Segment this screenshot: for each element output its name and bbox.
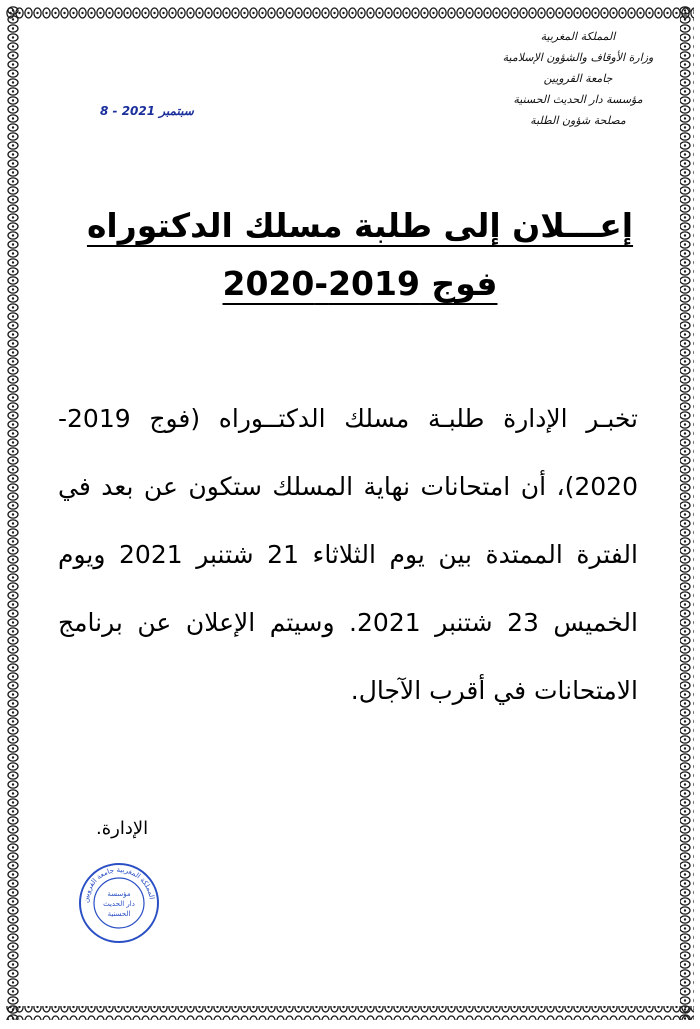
- title-line-1: إعـــلان إلى طلبة مسلك الدكتوراه: [86, 206, 634, 245]
- institution-header: [488, 26, 668, 131]
- announcement-body: [58, 385, 638, 725]
- official-stamp: [78, 862, 160, 944]
- header-line-university: جامعة القرويين: [543, 72, 613, 85]
- stamp-center-line-1: مؤسسة: [107, 890, 131, 898]
- header-line-kingdom: المملكة المغربية: [540, 30, 616, 43]
- announcement-title: [60, 206, 660, 245]
- stamp-ring-text: المملكة المغربية جامعة القرويين: [81, 865, 156, 904]
- stamp-center-line-3: الحسنية: [107, 910, 131, 918]
- body-paragraph: تخبـر الإدارة طلبـة مسلك الدكتــوراه (فوج 2019-2020)، أن امتحانات نهاية المسلك ستكون عن بعد في الفترة الممتدة بين يوم الثلاثاء 21 شتنبر 2021 ويوم الخميس 23 شتنبر 2021. وسيتم الإعلان عن برنامج الامتحانات في أقرب الآجال.: [58, 404, 638, 705]
- title-line-2: فوج 2019-2020: [222, 264, 498, 303]
- header-line-department: مصلحة شؤون الطلبة: [530, 114, 626, 127]
- header-line-institution: مؤسسة دار الحديث الحسنية: [513, 93, 643, 106]
- header-line-ministry: وزارة الأوقاف والشؤون الإسلامية: [502, 51, 654, 64]
- announcement-subtitle: [60, 264, 660, 303]
- date-stamp: 8 - سبتمبر 2021: [100, 104, 194, 118]
- stamp-center-line-2: دار الحديث: [103, 900, 135, 908]
- signature-administration: الإدارة.: [96, 818, 149, 839]
